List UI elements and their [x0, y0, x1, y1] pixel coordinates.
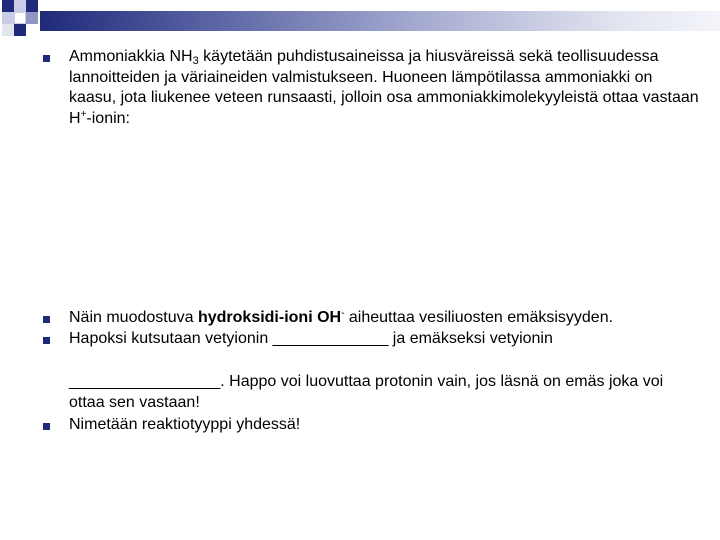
bullet1-text-part1: Ammoniakkia NH	[69, 48, 193, 65]
acid-definition-continuation	[69, 372, 699, 413]
bullet1-text-part2: käytetään puhdistusaineissa ja hiusväreissä sekä teollisuudessa lannoitteiden ja väriaineiden valmistukseen. Huoneen lämpötilassa ammoniakki on kaasu, jota liukenee veteen runsaasti, jolloin osa ammoniakkimolekyyleistä ottaa vastaan H	[69, 48, 699, 127]
square-bullet-icon	[43, 337, 50, 344]
square-bullet-icon	[43, 316, 50, 323]
fill-in-blank-1: _____________	[272, 330, 389, 347]
square-bullet-icon	[43, 423, 50, 430]
decor-square	[26, 0, 38, 12]
bullet2-text-part2: aiheuttaa vesiliuosten emäksisyyden.	[344, 309, 614, 326]
fill-in-blank-2: _________________	[69, 373, 221, 390]
bullet1-subscript: 3	[192, 55, 199, 67]
bullet1-text-part3: -ionin:	[86, 109, 130, 127]
header-decoration	[0, 0, 720, 40]
decor-square	[14, 24, 26, 36]
decor-square	[14, 12, 26, 24]
decor-square	[26, 12, 38, 24]
bullet3-text-part1: Hapoksi kutsutaan vetyionin	[69, 330, 273, 347]
decor-square	[2, 0, 14, 12]
bullet3-text-part2: ja emäkseksi vetyionin	[388, 330, 553, 347]
bullet-reaction-type-prompt	[69, 415, 699, 436]
header-gradient-band	[40, 11, 720, 31]
decor-square	[2, 12, 14, 24]
bullet-acid-definition	[69, 329, 699, 350]
decor-square	[2, 24, 14, 36]
bullet4-text: Nimetään reaktiotyyppi yhdessä!	[69, 416, 301, 433]
bullet-hydroxide-ion	[69, 308, 699, 329]
decor-square	[14, 0, 26, 12]
bullet2-superscript: -	[341, 308, 345, 319]
square-bullet-icon	[43, 55, 50, 62]
bullet-ammonia-description	[69, 47, 699, 129]
bullet2-text-part1: Näin muodostuva	[69, 309, 198, 326]
bullet2-bold-term: hydroksidi-ioni OH	[197, 309, 342, 326]
bullet1-superscript: +	[80, 108, 87, 120]
continuation-text: . Happo voi luovuttaa protonin vain, jos läsnä on emäs joka voi ottaa sen vastaan!	[69, 373, 664, 411]
